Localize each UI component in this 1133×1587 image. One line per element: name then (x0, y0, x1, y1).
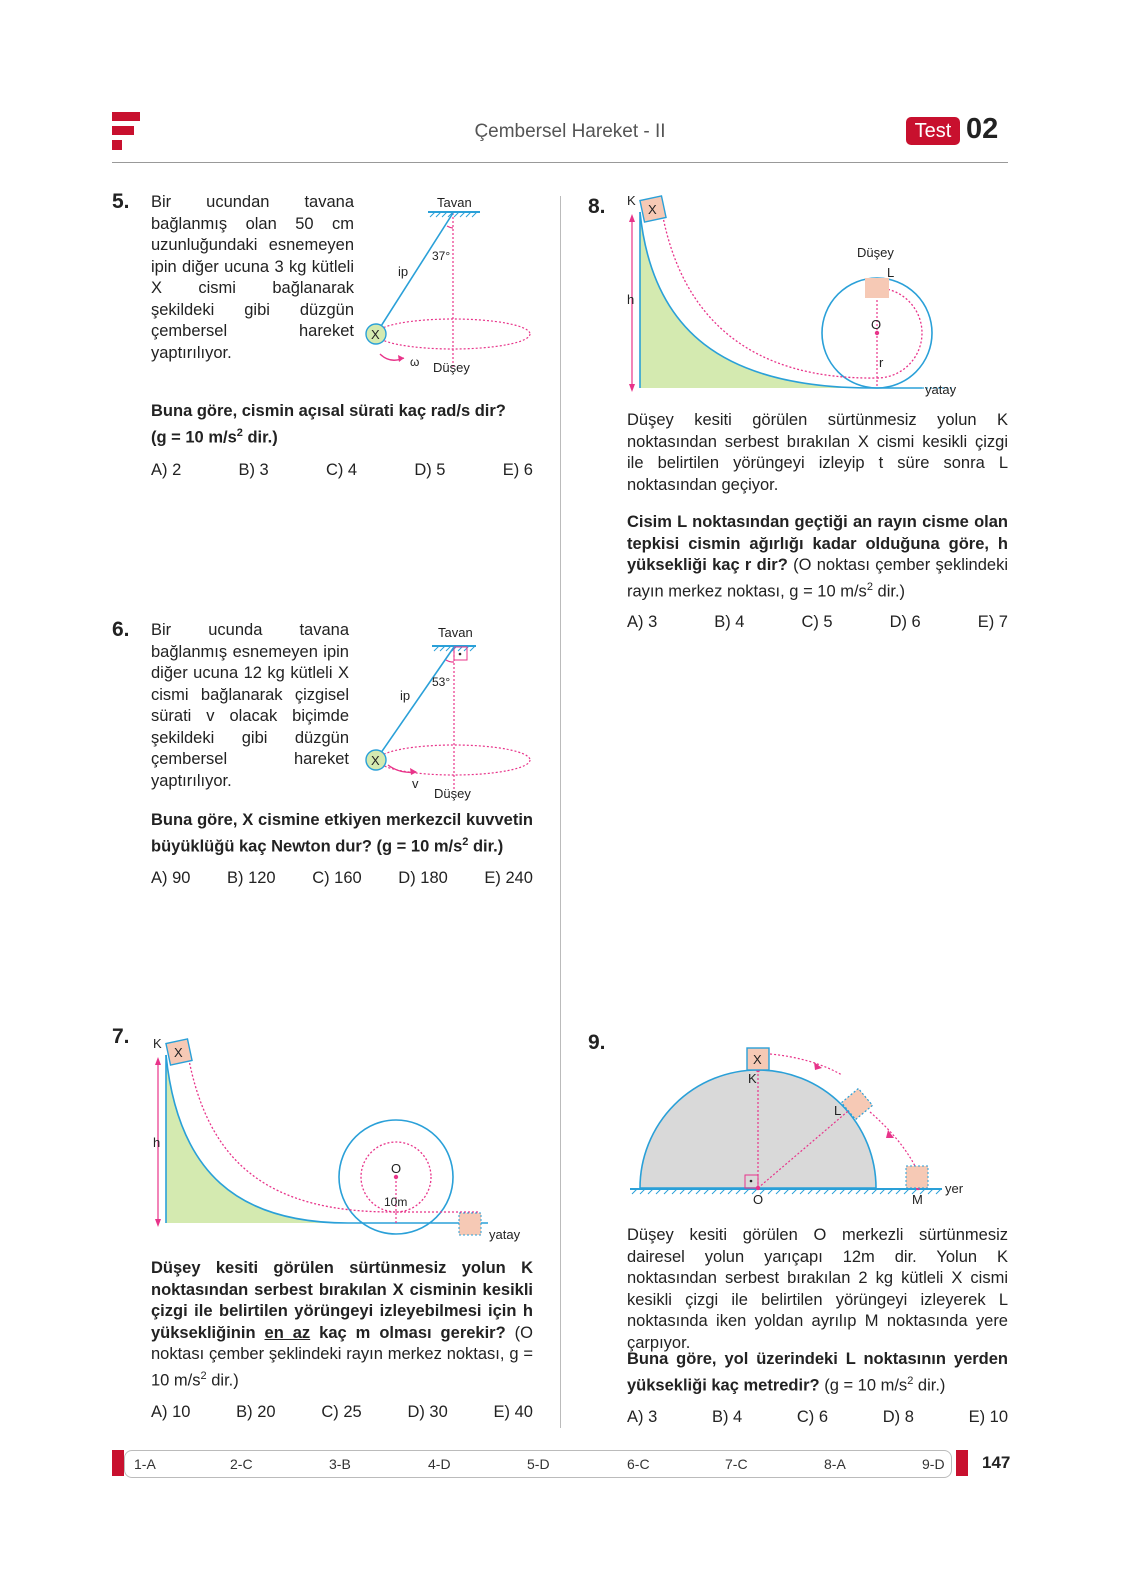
q8-body-label: X (648, 202, 657, 217)
q8-l-label: L (887, 265, 895, 280)
option-d[interactable]: D) 180 (398, 869, 448, 887)
option-c[interactable]: C) 5 (801, 613, 833, 631)
option-e[interactable]: E) 6 (502, 461, 533, 479)
question-6-text: Bir ucunda tavana bağlanmış esnemeyen ipin diğer ucuna 12 kg kütleli X cismi bağlanarak çizgisel sürati v olacak biçimde şekildeki gibi düzgün çembersel hareket yaptırılıyor. (151, 621, 349, 790)
question-5-text: Bir ucundan tavana bağlanmış olan 50 cm uzunluğundaki esnemeyen ipin diğer ucuna 3 kg kütleli X cismi bağlanarak şekildeki gibi düzgün çembersel hareket yaptırılıyor. (151, 193, 354, 362)
q5-body-label: X (371, 327, 380, 342)
option-e[interactable]: E) 40 (493, 1403, 533, 1421)
question-5-options (151, 461, 533, 480)
option-b[interactable]: B) 4 (714, 613, 745, 631)
answer-key-item: 2-C (230, 1456, 253, 1472)
q8-vertical-label: Düşey (857, 245, 894, 260)
answer-key-item: 4-D (428, 1456, 451, 1472)
q5-angle-label: 37° (432, 249, 451, 263)
option-c[interactable]: C) 25 (321, 1403, 362, 1421)
q6-rope-label: ip (400, 688, 411, 703)
answer-key-item: 1-A (134, 1456, 156, 1472)
q9-center-label: O (753, 1192, 764, 1207)
option-c[interactable]: C) 4 (325, 461, 358, 479)
q7-center-label: O (391, 1161, 402, 1176)
question-7-options (151, 1403, 533, 1422)
option-b[interactable]: B) 4 (711, 1408, 743, 1426)
q7-k-label: K (153, 1036, 162, 1051)
option-b[interactable]: B) 3 (238, 461, 269, 479)
question-5-prompt: Buna göre, cismin açısal sürati kaç rad/s dir? (g = 10 $m/s^2$ dir.) (151, 402, 506, 446)
q6-ceiling-label: Tavan (438, 625, 473, 640)
answer-key-item: 6-C (627, 1456, 650, 1472)
option-a[interactable]: A) 90 (151, 869, 191, 887)
option-c[interactable]: C) 160 (312, 869, 362, 887)
option-b[interactable]: B) 120 (227, 869, 276, 887)
test-badge: Test (906, 117, 960, 145)
option-e[interactable]: E) 10 (968, 1408, 1008, 1426)
question-7-number: 7. (112, 1025, 130, 1048)
q5-omega-label: ω (410, 355, 420, 369)
option-a[interactable]: A) 3 (627, 613, 658, 631)
question-9-figure (622, 1040, 1012, 1212)
answer-key-item: 9-D (922, 1456, 945, 1472)
option-d[interactable]: D) 30 (407, 1403, 448, 1421)
footer-left-marker (112, 1450, 124, 1476)
option-a[interactable]: A) 3 (627, 1408, 658, 1426)
q5-rope-label: ip (398, 264, 409, 279)
column-divider (560, 196, 561, 1428)
q6-velocity-label: v (412, 776, 419, 791)
q9-k-label: K (748, 1071, 757, 1086)
q7-radius-label: 10m (384, 1195, 408, 1209)
question-9-number: 9. (588, 1031, 606, 1054)
answer-key-item: 3-B (329, 1456, 351, 1472)
q7-body-label: X (174, 1045, 183, 1060)
header-divider (112, 162, 1008, 163)
question-8-text: Düşey kesiti görülen sürtünmesiz yolun K noktasından serbest bırakılan X cismi kesikli çizgi ile belirtilen yörüngeyi izleyip t süre sonra L noktasından geçiyor. (627, 411, 1008, 494)
question-6-figure (360, 622, 535, 802)
option-d[interactable]: D) 6 (889, 613, 921, 631)
answer-key-item: 7-C (725, 1456, 748, 1472)
q6-vertical-label: Düşey (434, 786, 471, 801)
q9-ground-label: yer (945, 1181, 964, 1196)
question-6-number: 6. (112, 618, 130, 641)
question-9-options (627, 1408, 1008, 1427)
q6-angle-label: 53° (432, 675, 451, 689)
option-a[interactable]: A) 10 (151, 1403, 191, 1421)
question-7-prompt: Düşey kesiti görülen sürtünmesiz yolun K noktasından serbest bırakılan X cisminin kesikli çizgi ile belirtilen yörüngeyi izleyebilmesi için h yüksekliğinin en az kaç m olması gerekir? (O noktası çember şeklindeki rayın merkez noktası, g = 10 $m/s^2$ dir.) (151, 1259, 533, 1389)
answer-key-item: 8-A (824, 1456, 846, 1472)
question-8-figure (622, 190, 1012, 402)
page-title: Çembersel Hareket - II (474, 121, 666, 142)
question-8-options (627, 613, 1008, 632)
q8-radius-label: r (879, 355, 884, 370)
q8-horizontal-label: yatay (925, 382, 957, 397)
q5-ceiling-label: Tavan (437, 196, 472, 210)
answer-key-item: 5-D (527, 1456, 550, 1472)
page-number: 147 (982, 1453, 1011, 1472)
q8-k-label: K (627, 193, 636, 208)
q9-l-label: L (834, 1103, 842, 1118)
question-8-prompt: Cisim L noktasından geçtiği an rayın cisme olan tepkisi cismin ağırlığı kadar olduğuna göre, h yüksekliği kaç r dir? (O noktası çember şeklindeki rayın merkez noktası, g = 10 $m/s^2$ dir.) (627, 513, 1008, 600)
brand-logo (112, 112, 142, 152)
question-9-prompt: Buna göre, yol üzerindeki L noktasının yerden yüksekliği kaç metredir? (g = 10 $m/s^2$ dir.) (627, 1350, 1008, 1394)
q7-height-label: h (153, 1135, 161, 1150)
option-e[interactable]: E) 240 (484, 869, 533, 887)
option-b[interactable]: B) 20 (236, 1403, 276, 1421)
option-d[interactable]: D) 8 (882, 1408, 914, 1426)
question-6-options (151, 869, 533, 888)
question-5-number: 5. (112, 190, 130, 213)
option-d[interactable]: D) 5 (414, 461, 446, 479)
q6-body-label: X (371, 753, 380, 768)
question-9-text: Düşey kesiti görülen O merkezli sürtünmesiz dairesel yolun yarıçapı 12m dir. Yolun K noktasından serbest bırakılan 2 kg kütleli X cismi kesikli çizgi ile belirtilen yörüngeyi izleyerek L noktasında iken yoldan ayrılıp M noktasında yere çarpıyor. (627, 1226, 1008, 1352)
question-6-prompt: Buna göre, X cismine etkiyen merkezcil kuvvetin büyüklüğü kaç Newton dur? (g = 10 $m/s^2$ dir.) (151, 811, 533, 855)
question-8-number: 8. (588, 195, 606, 218)
test-number: 02 (966, 113, 999, 145)
q9-m-label: M (912, 1192, 923, 1207)
footer-right-marker (956, 1450, 968, 1476)
option-a[interactable]: A) 2 (151, 461, 182, 479)
option-c[interactable]: C) 6 (796, 1408, 829, 1426)
q8-height-label: h (627, 292, 635, 307)
q8-center-label: O (871, 317, 882, 332)
question-7-figure (148, 1033, 538, 1245)
question-5-figure (360, 196, 535, 381)
option-e[interactable]: E) 7 (977, 613, 1008, 631)
q9-body-label: X (753, 1052, 762, 1067)
q7-horizontal-label: yatay (489, 1227, 521, 1242)
q5-vertical-label: Düşey (433, 360, 470, 375)
